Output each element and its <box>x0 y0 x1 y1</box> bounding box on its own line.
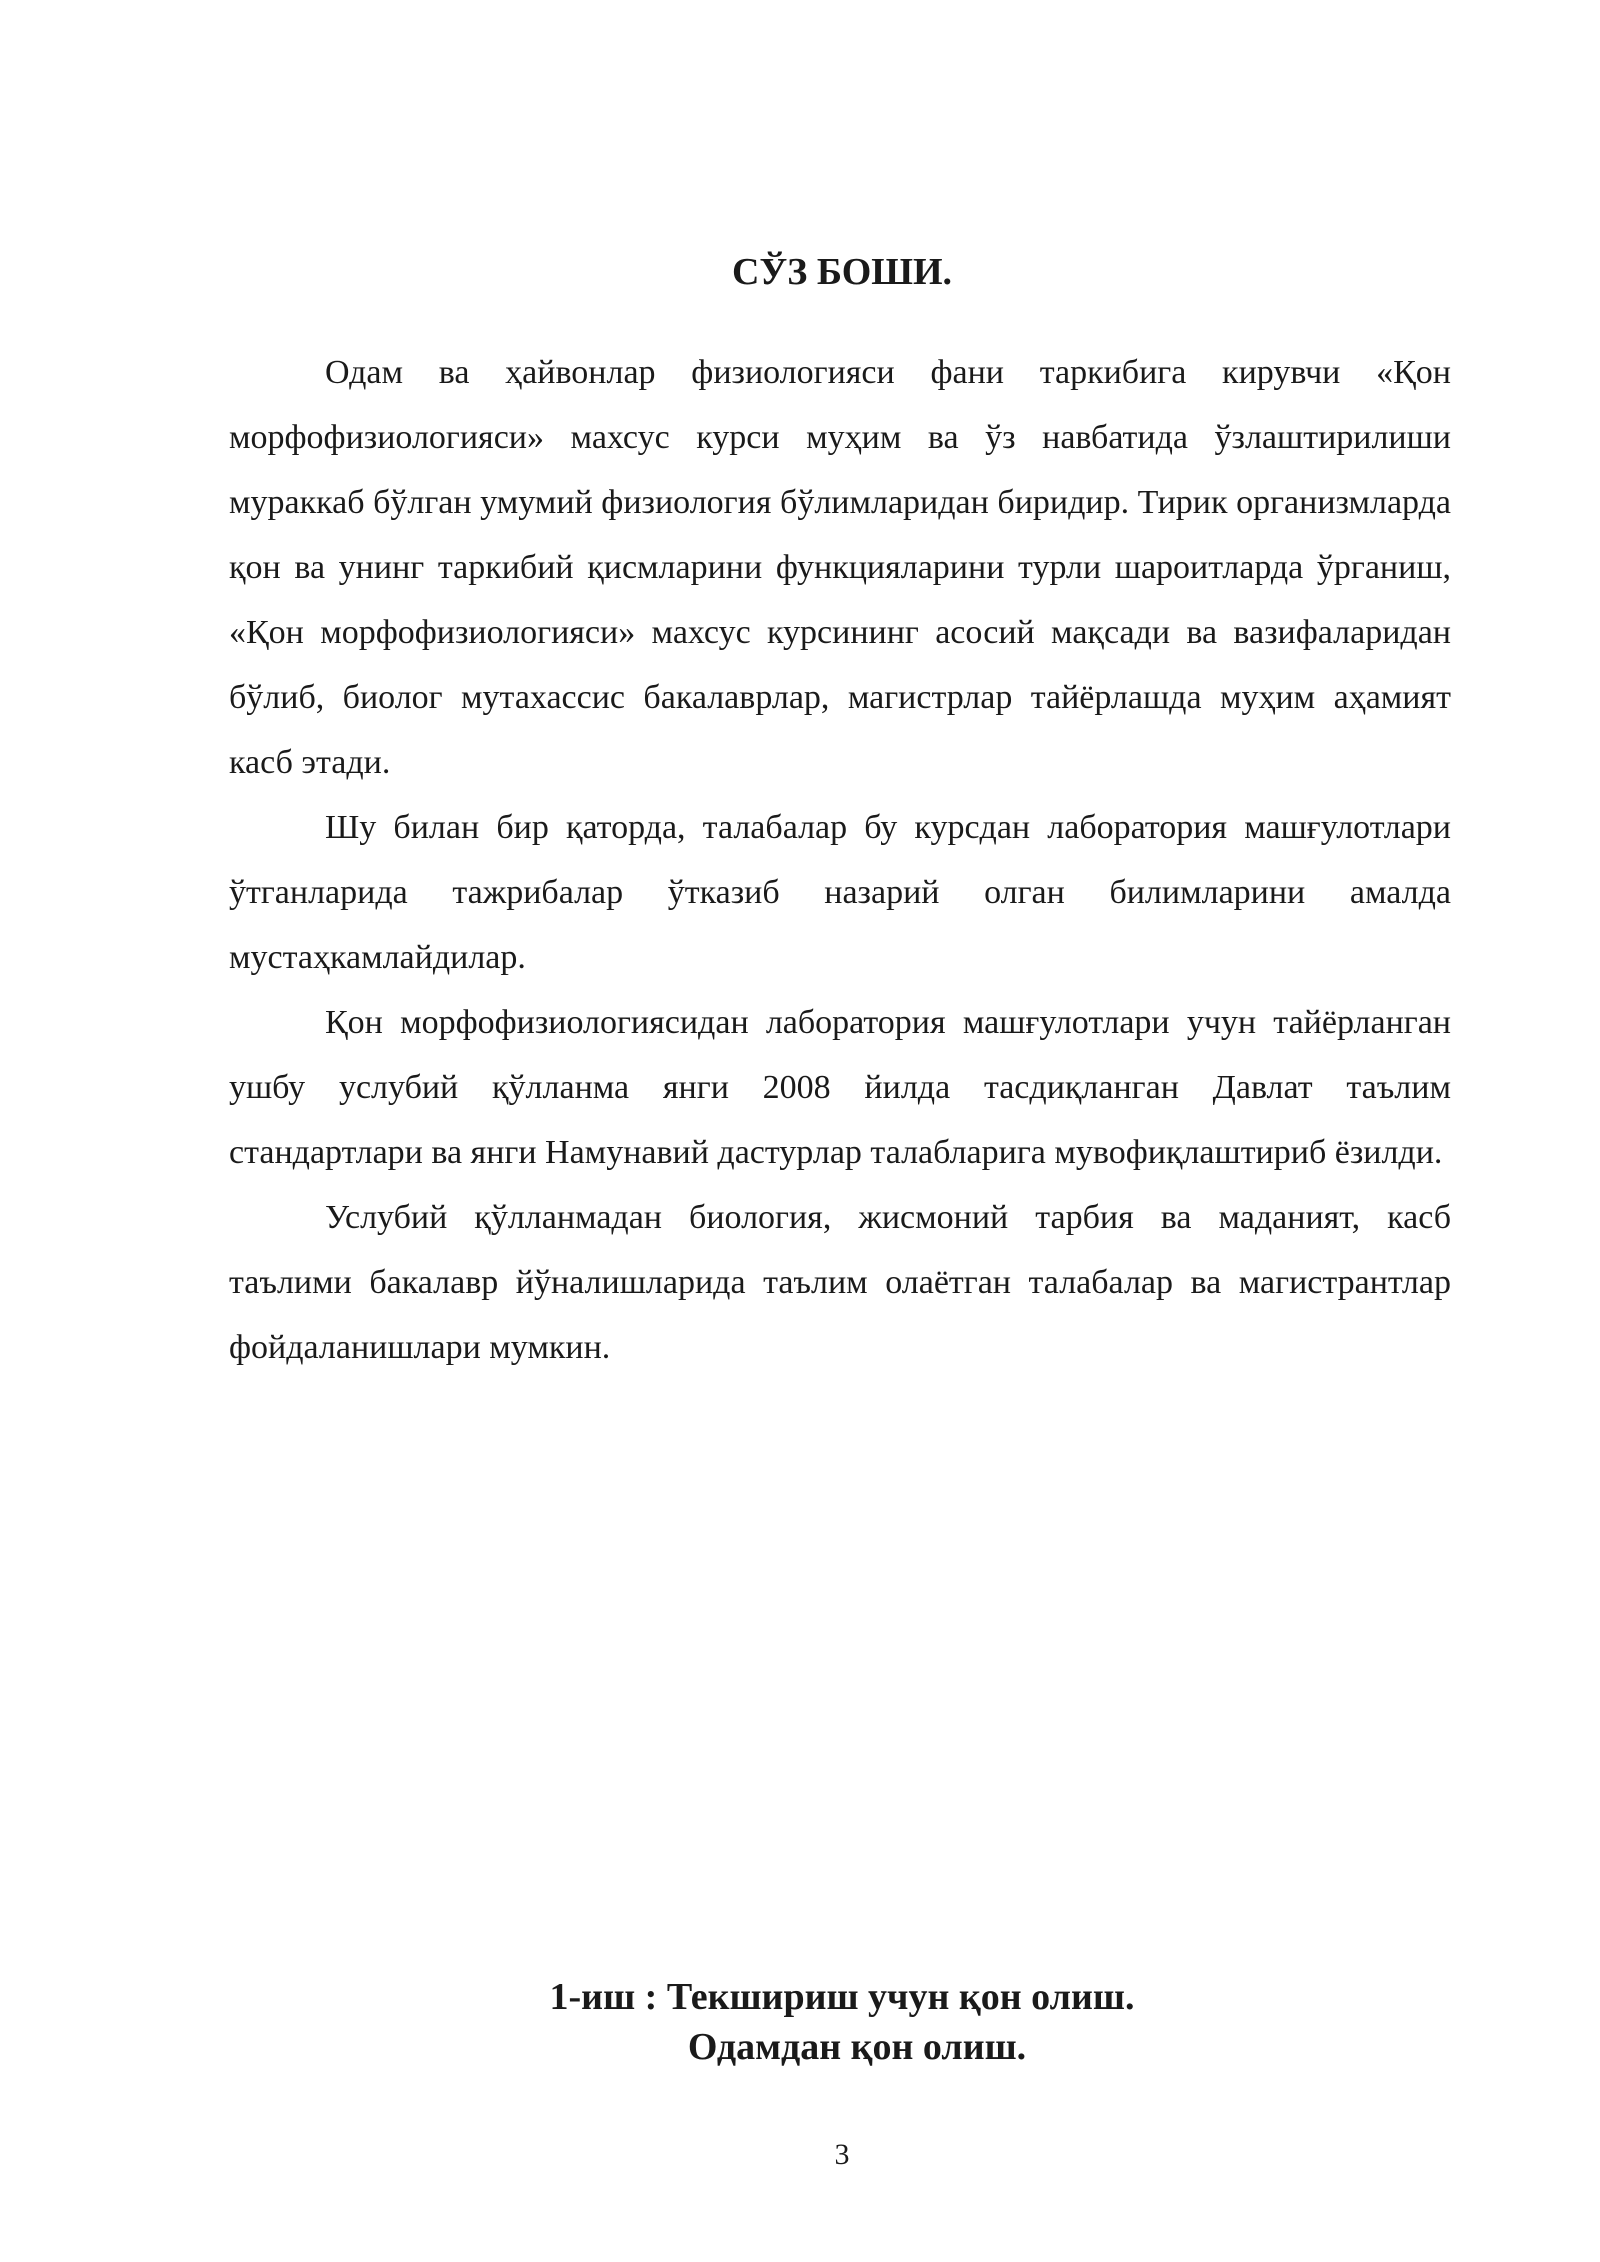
paragraph-3: Қон морфофизиологиясидан лаборатория машғулотлари учун тайёрланган ушбу услубий қўлланма янги 2008 йилда тасдиқланган Давлат таълим стандартлари ва янги Намунавий дастурлар талабларига мувофиқлаштириб ёзилди. <box>229 1004 1451 1171</box>
section-heading <box>0 1972 1600 2072</box>
section-heading-line-1: 1-иш : Текшириш учун қон олиш. <box>549 1976 1135 2018</box>
page-title: СЎЗ БОШИ. <box>731 251 953 293</box>
paragraph-4: Услубий қўлланмадан биология, жисмоний тарбия ва маданият, касб таълими бакалавр йўналишларида таълим олаётган талабалар ва магистрантлар фойдаланишлари мумкин. <box>229 1199 1451 1366</box>
section-heading-line-2: Одамдан қон олиш. <box>687 2026 1027 2068</box>
page-number: 3 <box>834 2138 850 2171</box>
paragraph-2: Шу билан бир қаторда, талабалар бу курсдан лаборатория машғулотлари ўтганларида тажрибалар ўтказиб назарий олган билимларини амалда мустаҳкамлайдилар. <box>229 809 1451 976</box>
paragraph-1: Одам ва ҳайвонлар физиологияси фани таркибига кирувчи «Қон морфофизиологияси» махсус курси муҳим ва ўз навбатида ўзлаштирилиши мураккаб бўлган умумий физиология бўлимларидан биридир. Тирик организмларда қон ва унинг таркибий қисмларини функцияларини турли шароитларда ўрганиш, «Қон морфофизиологияси» махсус курсининг асосий мақсади ва вазифаларидан бўлиб, биолог мутахассис бакалаврлар, магистрлар тайёрлашда муҳим аҳамият касб этади. <box>229 354 1451 781</box>
body-text <box>229 340 1451 1380</box>
